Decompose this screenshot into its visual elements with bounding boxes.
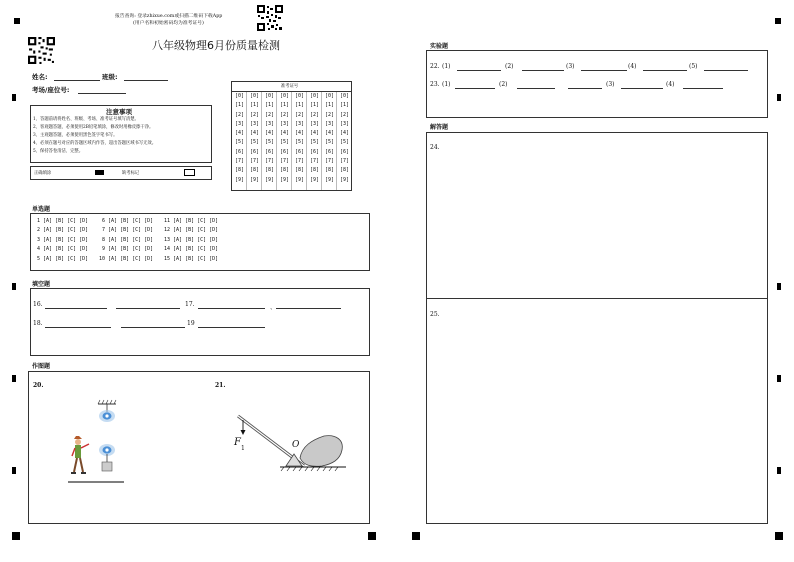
exam-id-bubble[interactable]: [1] (309, 102, 320, 109)
notice-item: 5、保持答卷清洁、完整。 (33, 149, 83, 154)
choice-column[interactable]: 1 [A] [B] [C] [D] 2 [A] [B] [C] [D] 3 [A] [B] [C] [D] 4 [A] [B] [C] [D] 5 [A] [B] [C] [D] (37, 218, 89, 262)
exam-id-bubble[interactable]: [9] (249, 176, 260, 183)
exam-id-bubble[interactable]: [0] (339, 93, 350, 99)
exam-id-bubble[interactable]: [5] (294, 139, 305, 146)
exam-id-bubble[interactable]: [0] (249, 93, 260, 99)
q25-label: 25. (430, 311, 440, 318)
exam-id-bubble[interactable]: [8] (309, 167, 320, 174)
exam-id-bubble[interactable]: [0] (234, 93, 245, 99)
timing-mark (777, 467, 781, 474)
exam-id-bubble[interactable]: [0] (264, 93, 275, 99)
q24-label: 24. (430, 144, 440, 151)
q16-blank-1[interactable] (45, 308, 107, 309)
section-title-experiment: 实验题 (430, 43, 449, 50)
q22-blank-5[interactable] (704, 70, 748, 71)
exam-id-bubble[interactable]: [7] (249, 158, 260, 165)
choice-column[interactable]: 11 [A] [B] [C] [D] 12 [A] [B] [C] [D] 13 [A] [B] [C] [D] 14 [A] [B] [C] [D] 15 [A] [B] [C] [D] (164, 218, 219, 262)
exam-id-bubble[interactable]: [6] (294, 148, 305, 155)
q16-label: 16. (33, 301, 43, 308)
exam-id-bubble[interactable]: [7] (264, 158, 275, 165)
exam-id-bubble[interactable]: [8] (234, 167, 245, 174)
q20-label: 20. (33, 382, 44, 389)
exam-id-bubble[interactable]: [4] (339, 130, 350, 137)
exam-id-bubble[interactable]: [6] (249, 148, 260, 155)
exam-id-bubble[interactable]: [2] (294, 111, 305, 118)
exam-id-column (338, 92, 351, 190)
q23-blank-2[interactable] (517, 88, 555, 89)
q22-blank-2[interactable] (522, 70, 564, 71)
class-field[interactable] (124, 80, 168, 81)
exam-id-bubble[interactable]: [9] (309, 176, 320, 183)
exam-id-bubble[interactable]: [2] (264, 111, 275, 118)
section-title-choice: 单选题 (32, 206, 51, 213)
exam-id-bubble[interactable]: [8] (294, 167, 305, 174)
exam-id-bubble[interactable]: [8] (249, 167, 260, 174)
report-line-1: 报告查询: 登录zhixue.com或扫描二维码下载App (115, 14, 223, 19)
q23-part-4: (4) (666, 81, 675, 88)
exam-id-bubble[interactable]: [1] (294, 102, 305, 109)
exam-id-bubble[interactable]: [4] (324, 130, 335, 137)
exam-id-column (233, 92, 247, 190)
q23-part-2: (2) (499, 81, 508, 88)
app-qr-code (257, 5, 283, 31)
force-subscript: 1 (241, 445, 245, 452)
exam-id-bubble[interactable]: [1] (249, 102, 260, 109)
q17-blank-1[interactable] (198, 308, 265, 309)
answer-box-25[interactable] (426, 298, 768, 524)
exam-id-bubble[interactable]: [9] (294, 176, 305, 183)
exam-id-bubble[interactable]: [5] (264, 139, 275, 146)
exam-id-bubble[interactable]: [9] (234, 176, 245, 183)
exam-id-bubble[interactable]: [7] (324, 158, 335, 165)
exam-id-bubble[interactable]: [5] (309, 139, 320, 146)
exam-id-bubble[interactable]: [9] (339, 176, 350, 183)
q23-blank-3[interactable] (568, 88, 602, 89)
exam-id-bubble[interactable]: [7] (234, 158, 245, 165)
q22-blank-4[interactable] (643, 70, 687, 71)
name-label: 姓名: (32, 73, 48, 81)
timing-mark (12, 532, 20, 540)
q23-blank-4[interactable] (621, 88, 663, 89)
exam-id-bubble[interactable]: [7] (294, 158, 305, 165)
timing-mark (12, 467, 16, 474)
class-label: 班级: (102, 73, 118, 81)
timing-mark (777, 94, 781, 101)
exam-id-bubble[interactable]: [0] (324, 93, 335, 99)
exam-id-bubble[interactable]: [4] (264, 130, 275, 137)
q22-part-4: (4) (628, 63, 637, 70)
exam-id-column (248, 92, 262, 190)
exam-id-bubble[interactable]: [3] (339, 120, 350, 127)
exam-id-bubble[interactable]: [3] (264, 120, 275, 127)
notice-item: 3、主观题答题，必须使用黑色签字笔书写。 (33, 133, 118, 138)
exam-id-bubble[interactable]: [2] (339, 111, 350, 118)
exam-id-bubble[interactable]: [7] (279, 158, 290, 165)
exam-id-bubble[interactable]: [0] (279, 93, 290, 99)
report-line-2: (用户名和初始密码均为准考证号) (133, 21, 204, 26)
exam-id-bubble[interactable]: [3] (234, 120, 245, 127)
timing-mark (777, 375, 781, 382)
exam-id-bubble[interactable]: [3] (324, 120, 335, 127)
exam-id-bubble[interactable]: [1] (264, 102, 275, 109)
exam-id-label: 准考证号 (281, 84, 299, 89)
seat-field[interactable] (78, 93, 126, 94)
timing-mark (777, 283, 781, 290)
exam-id-bubble[interactable]: [6] (309, 148, 320, 155)
exam-id-bubble[interactable]: [1] (279, 102, 290, 109)
exam-id-bubble[interactable]: [4] (294, 130, 305, 137)
exam-id-bubble[interactable]: [6] (264, 148, 275, 155)
exam-id-bubble[interactable]: [5] (324, 139, 335, 146)
q22-blank-3[interactable] (581, 70, 627, 71)
exam-id-bubble[interactable]: [3] (309, 120, 320, 127)
q22-label: 22. (430, 63, 440, 70)
exam-id-column (308, 92, 322, 190)
exam-id-bubble[interactable]: [8] (324, 167, 335, 174)
exam-id-column (263, 92, 277, 190)
experiment-box (426, 50, 768, 118)
q22-part-3: (3) (566, 63, 575, 70)
q20-figure (62, 398, 132, 484)
correct-fill-label: 正确填涂 (34, 171, 52, 176)
q22-part-2: (2) (505, 63, 514, 70)
timing-mark (412, 532, 420, 540)
exam-title: 八年级物理6月份质量检测 (152, 39, 280, 52)
q23-blank-5[interactable] (683, 88, 723, 89)
exam-id-column (323, 92, 337, 190)
sheet-qr-code (28, 37, 55, 64)
notice-item: 2、客观题答题，必须使用2B铅笔填涂，修改时用橡皮擦干净。 (33, 125, 154, 130)
exam-id-bubble[interactable]: [6] (234, 148, 245, 155)
notice-title: 注意事项 (106, 108, 132, 116)
timing-mark (14, 18, 20, 24)
exam-id-bubble[interactable]: [9] (279, 176, 290, 183)
timing-mark (12, 375, 16, 382)
exam-id-bubble[interactable]: [9] (324, 176, 335, 183)
fill-box (30, 288, 370, 356)
force-label: F (234, 437, 241, 448)
pivot-label: O (292, 440, 300, 450)
exam-id-bubble[interactable]: [0] (294, 93, 305, 99)
exam-id-bubble[interactable]: [4] (279, 130, 290, 137)
q23-blank-1[interactable] (455, 88, 495, 89)
q23-label: 23. (430, 81, 440, 88)
exam-id-bubble[interactable]: [6] (279, 148, 290, 155)
q23-part-1: (1) (442, 81, 451, 88)
exam-id-bubble[interactable]: [5] (249, 139, 260, 146)
exam-id-bubble[interactable]: [8] (279, 167, 290, 174)
notice-item: 1、答题前请将姓名、班级、考场、准考证号填写清楚。 (33, 117, 139, 122)
absent-checkbox[interactable] (184, 169, 195, 176)
section-title-fill: 填空题 (32, 281, 51, 288)
exam-id-bubble[interactable]: [5] (234, 139, 245, 146)
exam-id-bubble[interactable]: [1] (339, 102, 350, 109)
exam-id-bubble[interactable]: [3] (294, 120, 305, 127)
q18-label: 18. (33, 320, 43, 327)
choice-column[interactable]: 6 [A] [B] [C] [D] 7 [A] [B] [C] [D] 8 [A] [B] [C] [D] 9 [A] [B] [C] [D] 10 [A] [B] [C] [D] (99, 218, 154, 262)
q16-blank-2[interactable] (116, 308, 180, 309)
timing-mark (12, 283, 16, 290)
q18-blank-2[interactable] (121, 327, 185, 328)
seat-label: 考场/座位号: (32, 86, 70, 94)
exam-id-bubble[interactable]: [0] (309, 93, 320, 99)
q22-part-1: (1) (442, 63, 451, 70)
timing-mark (368, 532, 376, 540)
q23-part-3: (3) (606, 81, 615, 88)
exam-id-bubble[interactable]: [4] (249, 130, 260, 137)
filled-bubble-icon (95, 170, 104, 175)
exam-id-bubble[interactable]: [2] (249, 111, 260, 118)
exam-id-column (293, 92, 307, 190)
q21-label: 21. (215, 382, 226, 389)
exam-id-bubble[interactable]: [3] (279, 120, 290, 127)
name-field[interactable] (54, 80, 100, 81)
exam-id-bubble[interactable]: [4] (309, 130, 320, 137)
exam-id-bubble[interactable]: [7] (309, 158, 320, 165)
q18-blank-1[interactable] (45, 327, 111, 328)
exam-id-column (278, 92, 292, 190)
exam-id-bubble[interactable]: [3] (249, 120, 260, 127)
exam-id-bubble[interactable]: [8] (264, 167, 275, 174)
exam-id-bubble[interactable]: [2] (279, 111, 290, 118)
exam-id-bubble[interactable]: [4] (234, 130, 245, 137)
exam-id-bubble[interactable]: [9] (264, 176, 275, 183)
exam-id-bubble[interactable]: [1] (324, 102, 335, 109)
exam-id-bubble[interactable]: [5] (339, 139, 350, 146)
timing-mark (775, 18, 781, 24)
exam-id-bubble[interactable]: [7] (339, 158, 350, 165)
exam-id-bubble[interactable]: [1] (234, 102, 245, 109)
exam-id-bubble[interactable]: [8] (339, 167, 350, 174)
q21-figure (228, 410, 348, 476)
section-title-drawing: 作图题 (32, 363, 51, 370)
comma: 、 (270, 304, 277, 311)
q22-part-5: (5) (689, 63, 698, 70)
timing-mark (775, 532, 783, 540)
exam-id-bubble[interactable]: [2] (234, 111, 245, 118)
exam-id-bubble[interactable]: [5] (279, 139, 290, 146)
q22-blank-1[interactable] (457, 70, 501, 71)
q19-label: 19 (187, 320, 195, 327)
q19-blank[interactable] (198, 327, 265, 328)
notice-item: 4、必须在题号对应的答题区域内作答，超出答题区域书写无效。 (33, 141, 157, 146)
exam-id-bubble[interactable]: [2] (309, 111, 320, 118)
answer-box-24[interactable] (426, 132, 768, 299)
absent-mark-label: 缺考标记 (122, 171, 140, 176)
exam-id-bubble[interactable]: [2] (324, 111, 335, 118)
exam-id-bubble[interactable]: [6] (324, 148, 335, 155)
exam-id-bubble[interactable]: [6] (339, 148, 350, 155)
q17-blank-2[interactable] (276, 308, 341, 309)
timing-mark (12, 94, 16, 101)
q17-label: 17. (185, 301, 195, 308)
section-title-answer: 解答题 (430, 124, 449, 131)
